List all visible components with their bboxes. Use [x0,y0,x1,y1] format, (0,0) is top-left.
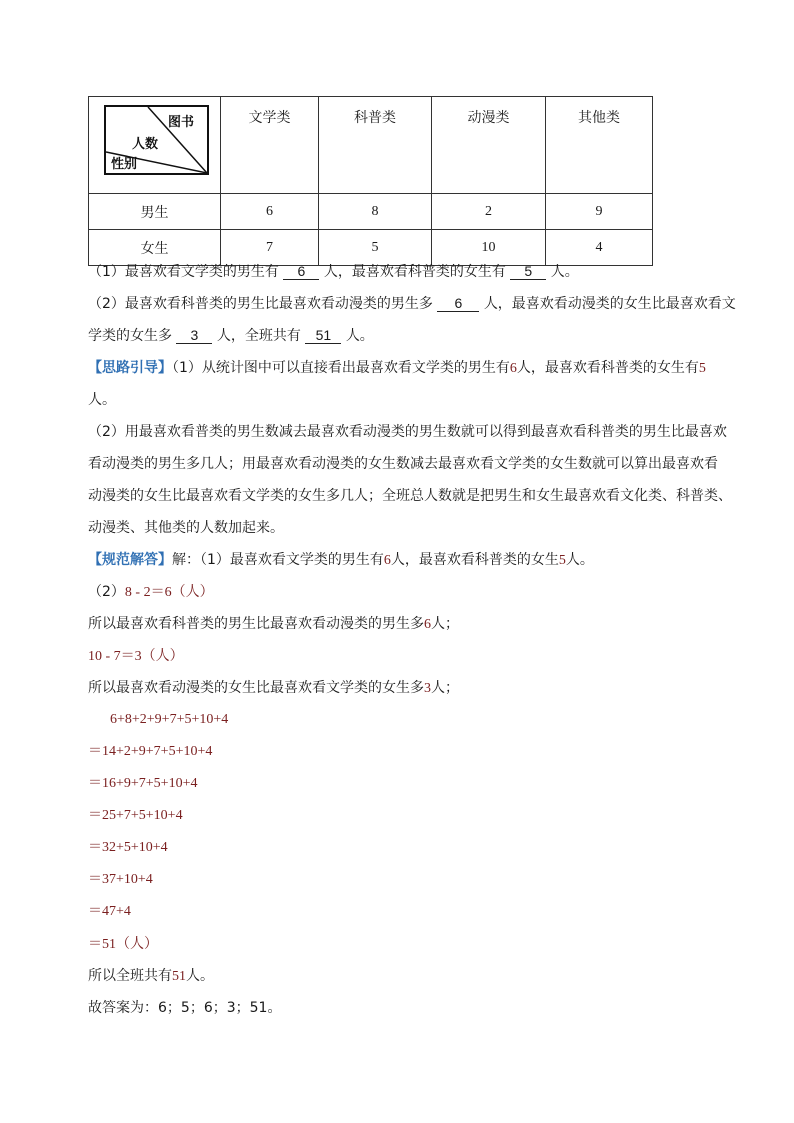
row-label-girls: 女生 [89,230,221,266]
answer-num-5: 3 [424,681,431,696]
answer-text-14a: 所以全班共有 [88,968,172,984]
answer-num-14: 51 [172,969,186,984]
q2-text-d: 人，全班共有 [216,328,301,344]
q2-blank-3: 51 [305,327,341,344]
question-1 [88,262,579,282]
answer-line-5 [88,678,459,699]
guide-tag: 【思路引导】 [88,360,172,376]
corner-label-count: 人数 [132,137,159,152]
final-answer: 故答案为：6；5；6；3；51。 [88,1000,282,1016]
row-label-boys: 男生 [89,194,221,230]
answer-text-5b: 人； [431,680,459,696]
answer-math-2: 8 - 2＝6 [124,585,172,600]
calc-result: ＝51 [88,937,116,952]
cell-boys-science: 8 [319,194,432,230]
answer-line-4 [88,646,184,667]
calc-result-unit: （人） [116,936,158,952]
q2-blank-2: 3 [176,327,212,344]
answer-text-3b: 人； [431,616,459,632]
answer-line-3 [88,614,459,635]
guide-text-1a: （1）从统计图中可以直接看出最喜欢看文学类的男生有 [172,360,510,376]
q2-text-a: （2）最喜欢看科普类的男生比最喜欢看动漫类的男生多 [88,296,433,312]
q1-blank-1: 6 [283,263,319,280]
q1-text-b: 人，最喜欢看科普类的女生有 [323,264,506,280]
statistics-table [88,96,653,266]
answer-text-14b: 人。 [186,968,214,984]
calc-step-1: 6+8+2+9+7+5+10+4 [110,712,229,727]
corner-label-gender: 性别 [111,157,138,172]
calc-step-3: ＝16+9+7+5+10+4 [88,776,198,791]
answer-line-1 [88,550,594,571]
cell-girls-comics: 10 [432,230,546,266]
answer-math-4: 10 - 7＝3 [88,649,142,664]
guide-line-5: 动漫类的女生比最喜欢看文学类的女生多几人；全班总人数就是把男生和女生最喜欢看文化类、科普类、 [88,488,732,504]
cell-boys-other: 9 [546,194,653,230]
q2-text-e: 人。 [345,328,374,344]
calc-step-6: ＝37+10+4 [88,872,153,887]
answer-text-2a: （2） [88,584,125,600]
corner-label-books: 图书 [168,115,195,130]
q1-text-c: 人。 [550,264,579,280]
answer-num-3: 6 [424,617,431,632]
q2-text-b: 人，最喜欢看动漫类的女生比最喜欢看文 [483,296,736,312]
cell-girls-science: 5 [319,230,432,266]
corner-cell [89,97,221,194]
guide-text-1b: 人，最喜欢看科普类的女生有 [516,360,699,376]
answer-line-total [88,966,214,987]
q2-blank-1: 6 [437,295,479,312]
answer-num-1: 6 [383,553,391,568]
guide-num-2: 5 [698,361,706,376]
answer-text-1a: 解：（1）最喜欢看文学类的男生有 [172,552,384,568]
header-other: 其他类 [546,97,653,194]
guide-line-4: 看动漫类的男生多几人；用最喜欢看动漫类的女生数减去最喜欢看文学类的女生数就可以算出最喜欢看 [88,456,718,472]
diagonal-header-box [104,105,209,175]
header-literature: 文学类 [221,97,319,194]
question-2-line-1 [88,294,736,314]
header-comics: 动漫类 [432,97,546,194]
guide-line-1 [88,358,706,379]
question-2-line-2 [88,326,374,346]
answer-text-5a: 所以最喜欢看动漫类的女生比最喜欢看文学类的女生多 [88,680,424,696]
calc-step-7: ＝47+4 [88,904,131,919]
table-row-girls [89,230,653,266]
header-science: 科普类 [319,97,432,194]
answer-text-1c: 人。 [565,552,594,568]
q1-text-a: （1）最喜欢看文学类的男生有 [88,264,279,280]
answer-line-2 [88,582,214,603]
answer-unit-2: （人） [171,584,214,600]
guide-line-3: （2）用最喜欢看普类的男生数减去最喜欢看动漫类的男生数就可以得到最喜欢看科普类的男生比最喜欢 [88,424,727,440]
answer-text-3a: 所以最喜欢看科普类的男生比最喜欢看动漫类的男生多 [88,616,424,632]
answer-text-1b: 人，最喜欢看科普类的女生 [390,552,559,568]
table-row-boys [89,194,653,230]
table-header-row [89,97,653,194]
cell-boys-comics: 2 [432,194,546,230]
guide-line-6: 动漫类、其他类的人数加起来。 [88,520,284,536]
q2-text-c: 学类的女生多 [88,328,172,344]
calc-step-2: ＝14+2+9+7+5+10+4 [88,744,213,759]
cell-girls-other: 4 [546,230,653,266]
guide-num-1: 6 [509,361,517,376]
calc-step-4: ＝25+7+5+10+4 [88,808,183,823]
calc-step-8 [88,934,158,955]
guide-line-2: 人。 [88,392,116,408]
answer-unit-4: （人） [141,648,184,664]
answer-num-2: 5 [558,553,566,568]
cell-girls-literature: 7 [221,230,319,266]
q1-blank-2: 5 [510,263,546,280]
answer-tag: 【规范解答】 [88,552,172,568]
cell-boys-literature: 6 [221,194,319,230]
calc-step-5: ＝32+5+10+4 [88,840,168,855]
